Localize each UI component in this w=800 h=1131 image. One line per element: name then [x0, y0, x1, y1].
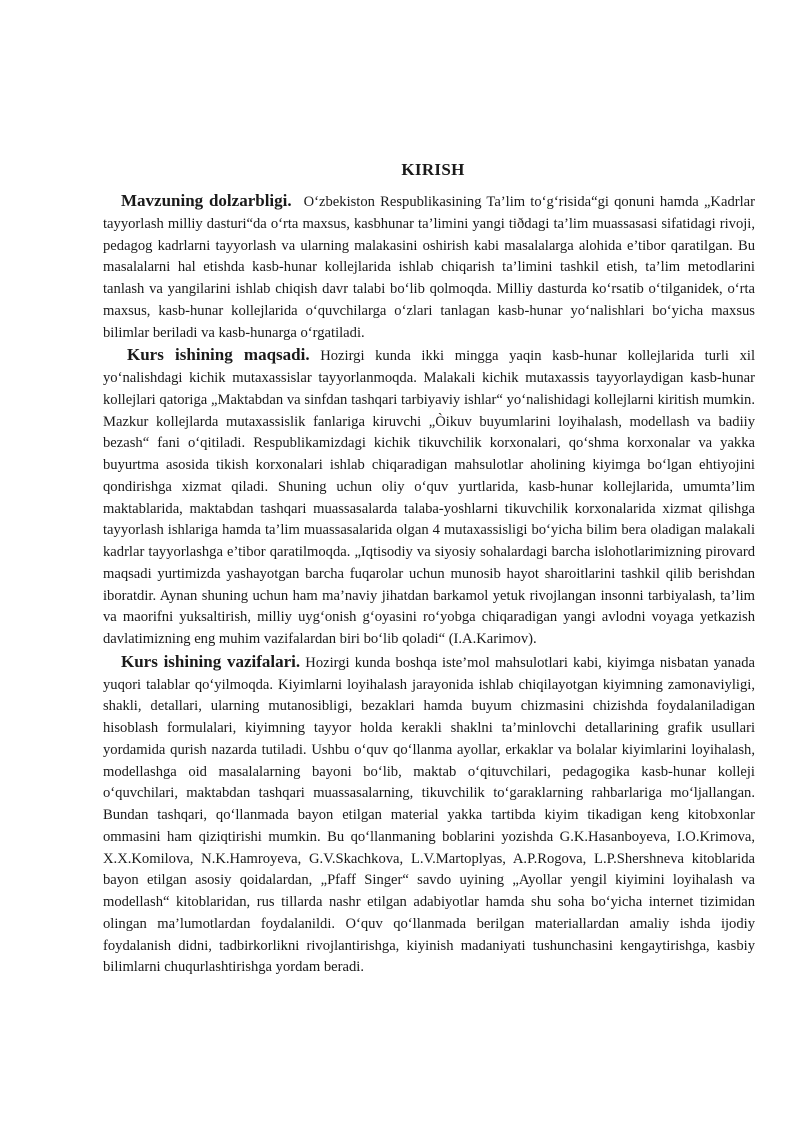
section-purpose: [103, 344, 755, 651]
section-tasks: [103, 651, 755, 979]
section-body: Hozirgi kunda boshqa iste’mol mahsulotlari kabi, kiyimga nisbatan yanada yuqori talablar qo‘yilmoqda. Kiyimlarni loyihalash jarayonida ishlab chiqilayotgan kiyimning zamonaviyligi, shakli, detallari, ularning mutanosibligi, bezaklari hamda buyum chizmasini chizishda foydalaniladigan hisoblash formulalari, kiyimning tayyor holda kerakli shaklni ta’minlovchi detallarining grafik usullari yordamida qurish nazarda tutiladi. Ushbu o‘quv qo‘llanma ayollar, erkaklar va bolalar kiyimlarini loyihalash, modellashga oid masalalarning bayoni bo‘lib, maktab o‘qituvchilari, pedagogika kasb-hunar kolleji o‘quvchilari, maktabdan tashqari muassasalarning, tikuvchilik to‘garaklarning rahbarlariga mo‘ljallangan. Bundan tashqari, qo‘llanmada bayon etilgan material yakka tartibda kiyim tikadigan keng kitobxonlar ommasini ham qiziqtirishi mumkin. Bu qo‘llanmaning boblarini yozishda G.K.Hasanboyeva, I.O.Krimova, X.X.Komilova, N.K.Hamroyeva, G.V.Skachkova, L.V.Martoplyas, A.P.Rogova, L.P.Shershneva kitoblarida bayon etilgan asosiy qoidalardan, „Pfaff Singer“ savdo uyining „Ayollar yengil kiyimini loyihalash va modellash“ kitoblaridan, rus tillarda nashr etilgan adabiyotlar hamda shu soha bo‘yicha internet tizimidan olingan ma’lumotlardan foydalanildi. O‘quv qo‘llanmada berilgan materiallardan amaliy ishda ijodiy foydalanish didni, tadbirkorlikni rivojlantirishga, kiyinish madaniyati tushunchasini kengaytirishga, kasbiy bilimlarni chuqurlashtirishga yordam beradi.: [103, 654, 756, 976]
section-body: O‘zbekiston Respublikasining Ta’lim to‘g‘risida“gi qonuni hamda „Kadrlar tayyorlash milliy dasturi“da o‘rta maxsus, kasbhunar ta’limini yangi tiðdagi ta’lim muassasasi sifatidagi rivoji, pedagog kadrlarni tayyorlash va ularning malakasini oshirish kabi masalalarga alohida e’tibor qaratilgan. Bu masalalarni hal etishda kasb-hunar kollejlarida ishlab chiqarish ta’limini tashkil etish, ta’lim metodlarini tanlash va yangilarini ishlab chiqish davr talabi bo‘lib qolmoqda. Milliy dasturda ko‘rsatib o‘tilganidek, o‘rta maxsus, kasb-hunar kollejlarida o‘quvchilarga o‘zlari tanlagan kasb-hunar yo‘nalishlari bo‘yicha maxsus bilimlar beriladi va kasb-hunarga o‘rgatiladi.: [103, 194, 755, 341]
section-relevance: [103, 190, 755, 344]
section-heading: Kurs ishining vazifalari.: [121, 651, 301, 671]
section-heading: Kurs ishining maqsadi.: [127, 345, 310, 365]
section-body: Hozirgi kunda ikki mingga yaqin kasb-hunar kollejlarida turli xil yo‘nalishdagi kichik mutaxassislar tayyorlanmoqda. Malakali kichik mutaxassis tayyorlaydigan kasb-hunar kollejlari qatoriga „Maktabdan va sinfdan tashqari tarbiyaviy ishlar“ yo‘nalishidagi kollejlarni kiritish mumkin. Mazkur kollejlarda mutaxassislik fanlariga kiruvchi „Òikuv buyumlarini loyihalash, modellash va badiiy bezash“ fani o‘qitiladi. Respublikamizdagi kichik tikuvchilik korxonalari, qo‘shma korxonalar va yakka buyurtma asosida tikish korxonalari ishlab chiqaradigan mahsulotlar aholining kiyimga bo‘lgan ehtiyojini qondirishga xizmat qiladi. Shuning uchun oliy o‘quv yurtlarida, kasb-hunar kollejlarida, umumta’lim maktablarida, maktabdan tashqari muassasalarda talaba-yoshlarni tikuvchilik korxonalarida xizmat qilishga tayyorlash ishlariga hamda ta’lim muassasalarida olgan 4 mutaxassisligi bo‘yicha bilim bera oladigan malakali kadrlar tayyorlashga e’tibor qaratilmoqda. „Iqtisodiy va siyosiy sohalardagi barcha islohotlarimizning pirovard maqsadi yurtimizda yashayotgan barcha fuqarolar uchun munosib hayot sharoitlarini tashkil qilib berishdan iboratdir. Aynan shuning uchun ham ma’naviy jihatdan barkamol yetuk rivojlangan insonni tarbiyalash, ta’lim va maorifni yuksaltirish, milliy uyg‘onish g‘oyasini ro‘yobga chiqaradigan yangi avlodni voyaga yetkazish davlatimizning eng muhim vazifalardan biri bo‘lib qoladi“ (I.A.Karimov).: [103, 348, 755, 647]
document-page: [103, 160, 755, 979]
section-heading: Mavzuning dolzarbligi.: [121, 191, 292, 210]
document-title: KIRISH: [401, 160, 465, 179]
